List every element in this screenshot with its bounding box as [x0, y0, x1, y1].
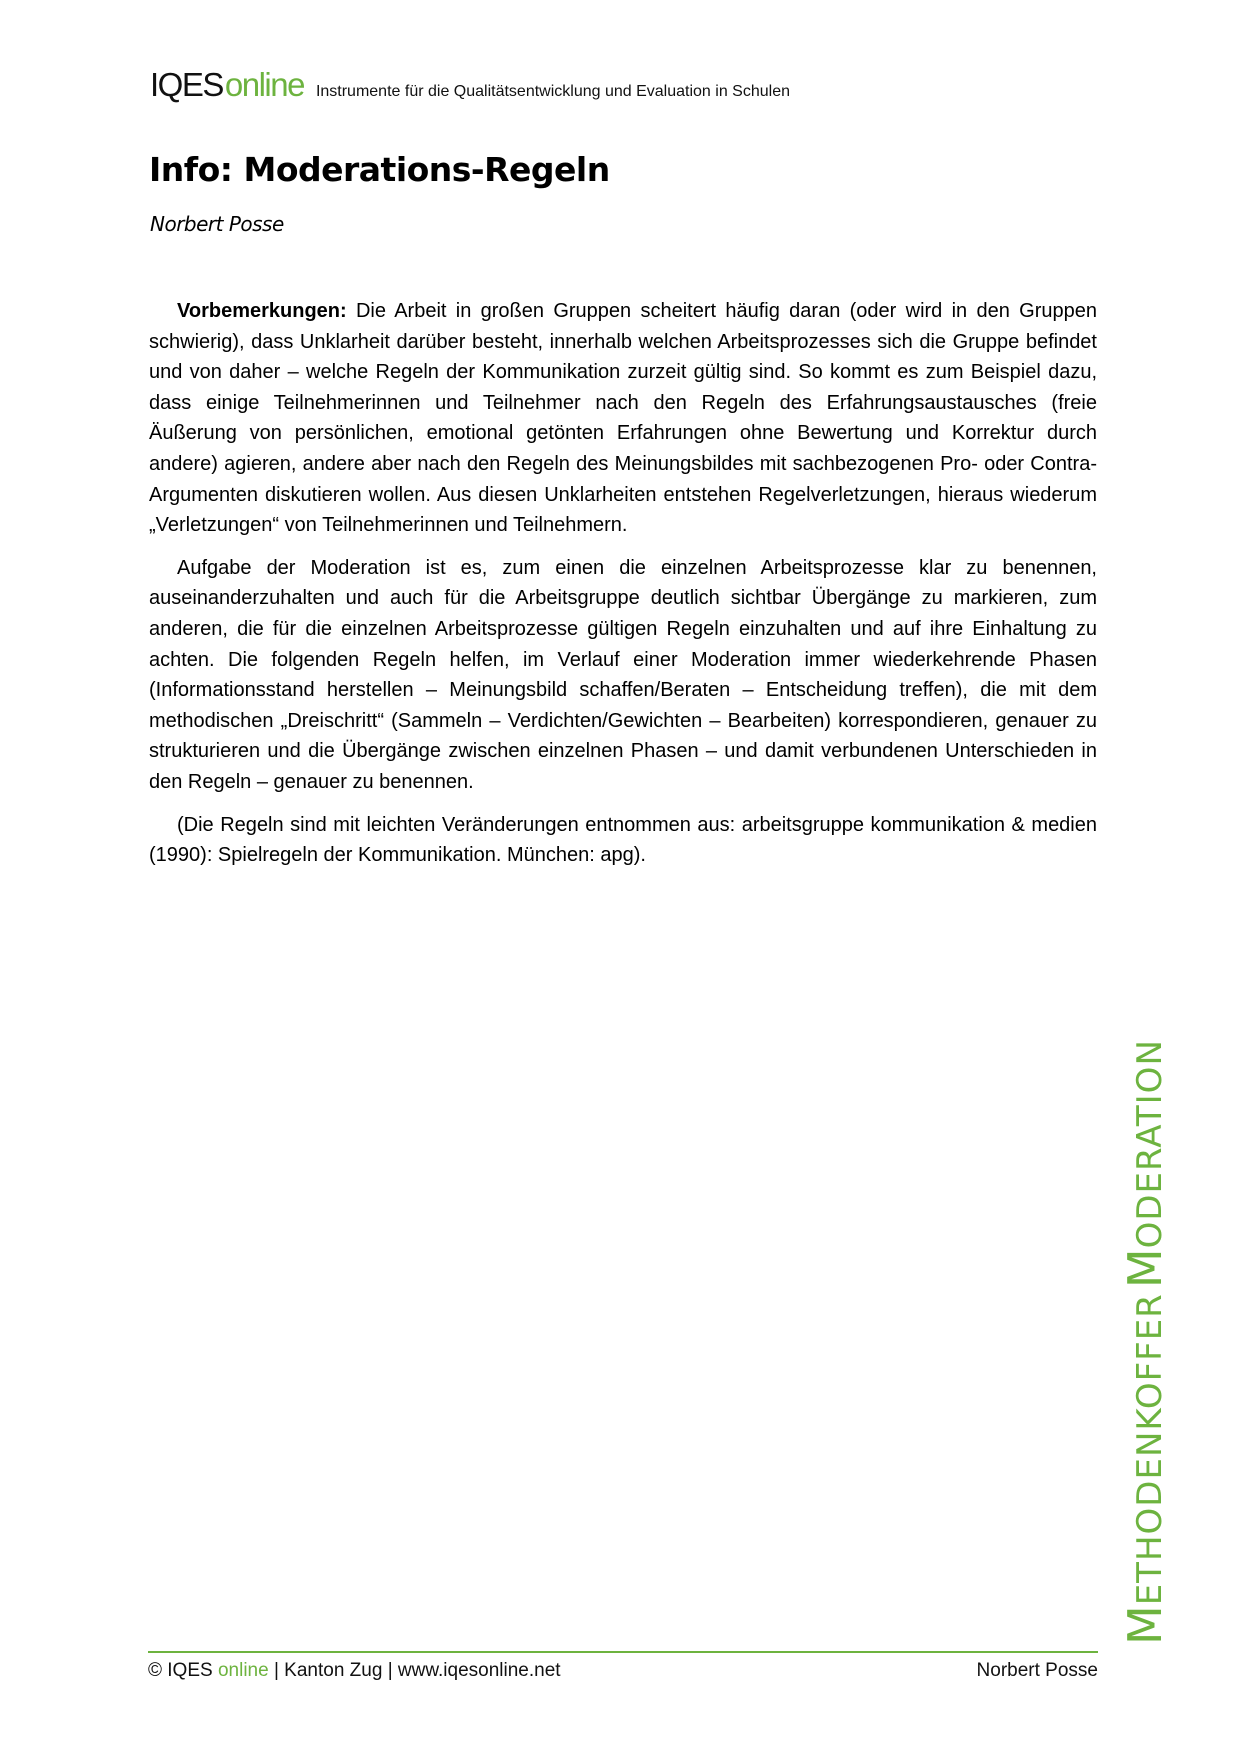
footer-online: online	[217, 1660, 269, 1681]
paragraph-lead: Vorbemerkungen:	[177, 300, 347, 322]
logo-online: online	[224, 66, 304, 103]
side-label-methodenkoffer-moderation	[1118, 1039, 1172, 1645]
side-label-word: ETHODENKOFFER	[1130, 1293, 1170, 1606]
paragraph-source-note	[149, 810, 1097, 871]
paragraph-text: (Die Regeln sind mit leichten Veränderungen entnommen aus: arbeitsgruppe kommunikation & medien (1990): Spielregeln der Kommunikation. München: apg).	[149, 813, 1097, 867]
iqes-online-logo	[150, 68, 304, 101]
paragraph-preliminary	[149, 296, 1097, 541]
document-title: Info: Moderations-Regeln	[149, 150, 610, 189]
footer-author: Norbert Posse	[976, 1660, 1098, 1681]
document-author: Norbert Posse	[150, 212, 284, 236]
logo-iqes: IQES	[150, 66, 223, 103]
header-tagline: Instrumente für die Qualitätsentwicklung und Evaluation in Schulen	[315, 83, 790, 100]
side-label-initial: M	[1118, 1605, 1172, 1645]
side-label-word: ODERATION	[1130, 1039, 1170, 1249]
paragraph-text: Aufgabe der Moderation ist es, zum einen die einzelnen Arbeitsprozesse klar zu benennen, auseinanderzuhalten und auch für die Arbeitsgruppe deutlich sichtbar Übergänge zu markieren, zum anderen, die für die einzelnen Arbeitsprozesse gültigen Regeln einzuhalten und auf ihre Einhaltung zu achten. Die folgenden Regeln helfen, im Verlauf einer Moderation immer wiederkehrende Phasen (Informationsstand herstellen – Meinungsbild schaffen/Beraten – Entscheidung treffen), die mit dem methodischen „Dreischritt“ (Sammeln – Verdichten/Gewichten – Bearbeiten) korrespondieren, genauer zu strukturieren und die Übergänge zwischen einzelnen Phasen – und damit verbundenen Unterschieden in den Regeln – genauer zu benennen.	[149, 556, 1097, 793]
footer-left	[148, 1660, 561, 1682]
paragraph-moderation-task	[149, 553, 1097, 798]
footer-divider	[148, 1651, 1098, 1653]
side-label-initial: M	[1118, 1248, 1172, 1289]
paragraph-text: Die Arbeit in großen Gruppen scheitert häufig daran (oder wird in den Gruppen schwierig), dass Unklarheit darüber besteht, innerhalb welchen Arbeitsprozesses sich die Gruppe befindet und von daher – welche Regeln der Kommunikation zurzeit gültig sind. So kommt es zum Beispiel dazu, dass einige Teilnehmerinnen und Teilnehmer nach den Regeln des Erfahrungsaustausches (freie Äußerung von persönlichen, emotional getönten Erfahrungen ohne Bewertung und Korrektur durch andere) agieren, andere aber nach den Regeln des Meinungsbildes mit sachbezogenen Pro- oder Contra-Argumenten diskutieren wollen. Aus diesen Unklarheiten entstehen Regelverletzungen, hieraus wiederum „Verletzungen“ von Teilnehmerinnen und Teilnehmern.	[149, 300, 1097, 537]
footer-site-info: | Kanton Zug | www.iqesonline.net	[268, 1660, 561, 1681]
document-body	[149, 296, 1097, 883]
footer-copyright: © IQES	[148, 1660, 213, 1681]
page-header	[150, 68, 790, 101]
page-footer	[148, 1660, 1098, 1682]
